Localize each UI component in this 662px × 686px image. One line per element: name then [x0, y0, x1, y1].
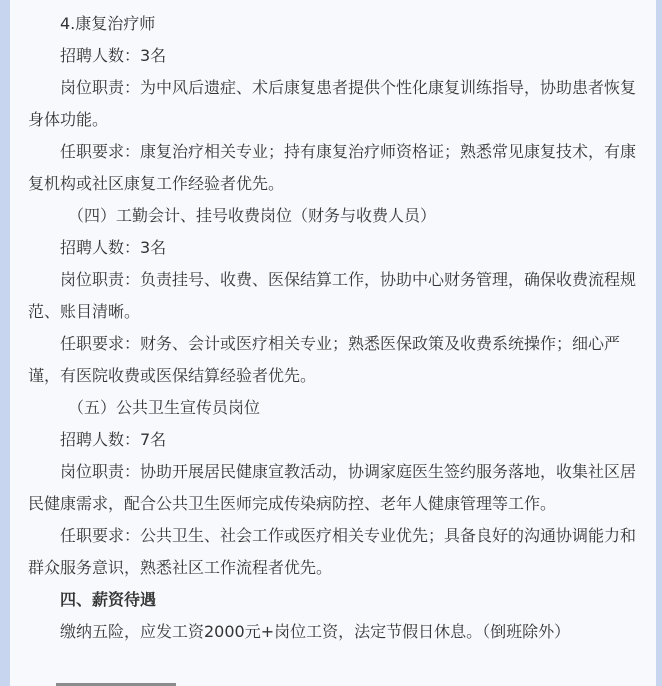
job-requirements: 任职要求：财务、会计或医疗相关专业；熟悉医保政策及收费系统操作；细心严谨，有医院收费或医保结算经验者优先。 [28, 334, 621, 385]
section-heading: （四）工勤会计、挂号收费岗位（财务与收费人员） [68, 206, 437, 225]
position-heading: 4.康复治疗师 [60, 14, 156, 33]
section-heading: （五）公共卫生宣传员岗位 [68, 398, 261, 417]
hiring-count: 招聘人数：7名 [60, 430, 167, 449]
job-duties: 岗位职责：协助开展居民健康宣教活动，协调家庭医生签约服务落地，收集社区居民健康需求，配合公共卫生医师完成传染病防控、老年人健康管理等工作。 [28, 462, 637, 513]
job-requirements: 任职要求：公共卫生、社会工作或医疗相关专业优先；具备良好的沟通协调能力和群众服务意识，熟悉社区工作流程者优先。 [28, 526, 637, 577]
job-duties: 岗位职责：负责挂号、收费、医保结算工作，协助中心财务管理，确保收费流程规范、账目清晰。 [28, 270, 637, 321]
job-duties: 岗位职责：为中风后遗症、术后康复患者提供个性化康复训练指导，协助患者恢复身体功能。 [28, 78, 637, 129]
next-heading-cutoff [56, 678, 196, 686]
right-border [656, 0, 662, 686]
article-body [28, 8, 650, 648]
salary-heading: 四、薪资待遇 [60, 590, 157, 609]
hiring-count: 招聘人数：3名 [60, 46, 167, 65]
left-border [0, 0, 10, 686]
job-requirements: 任职要求：康复治疗相关专业；持有康复治疗师资格证；熟悉常见康复技术，有康复机构或社区康复工作经验者优先。 [28, 142, 637, 193]
salary-details: 缴纳五险，应发工资2000元+岗位工资，法定节假日休息。（倒班除外） [60, 622, 571, 641]
hiring-count: 招聘人数：3名 [60, 238, 167, 257]
